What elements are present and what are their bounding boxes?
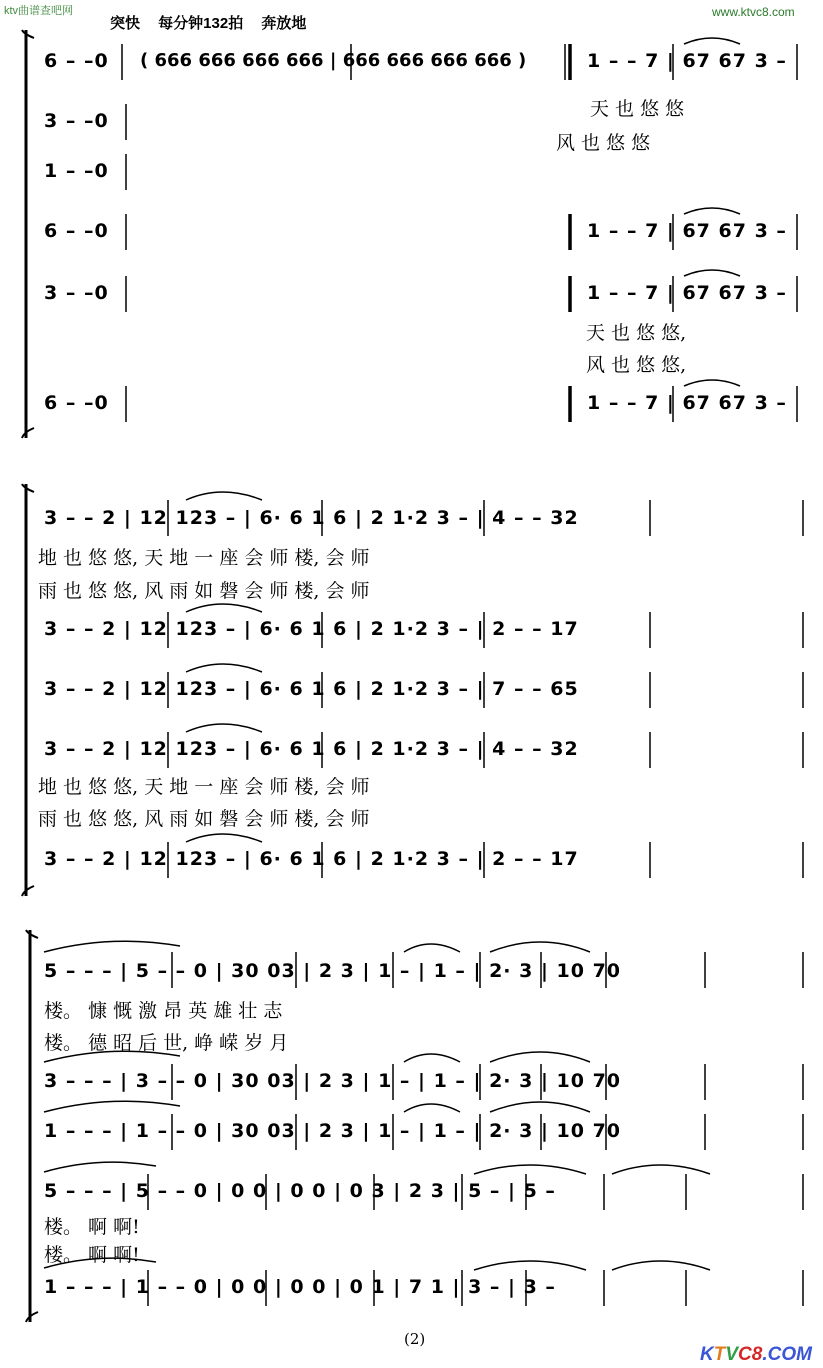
logo-v: V [725, 1344, 739, 1365]
s2-slur [186, 834, 262, 842]
s1-lyrics-a1: 天 也 悠 悠 [590, 98, 685, 120]
s3-row5: 1 – – – | 1 – – 0 | 0 0 | 0 0 | 0 1 | 7 1 | 3 – | 3 – [44, 1276, 556, 1298]
s3-lyrics-1: 楼。 慷 慨 激 昂 英 雄 壮 志 [44, 1000, 283, 1022]
watermark-top-left: ktv曲谱查吧网 [4, 5, 74, 17]
watermark-top-right: www.ktvc8.com [712, 5, 795, 19]
s1-row1-music: 1 – – 7 | 67 67 3 – [587, 50, 787, 72]
s2-lyrics-2: 雨 也 悠 悠, 风 雨 如 磐 会 师 楼, 会 师 [38, 580, 370, 602]
s3-slur [490, 942, 590, 952]
s1-row4-music: 1 – – 7 | 67 67 3 – [587, 220, 787, 242]
s3-slur [474, 1261, 586, 1270]
s3-slur [474, 1165, 586, 1174]
s1-lyrics-b1: 天 也 悠 悠, [586, 322, 687, 344]
s3-row1: 5 – – – | 5 – – 0 | 30 03 | 2 3 | 1 – | 1 – | 2· 3 | 10 70 [44, 960, 622, 982]
tempo-marking: 突快 每分钟132拍 奔放地 [110, 15, 307, 32]
s1-row2-pre: 3 – –0 [44, 110, 109, 132]
s1-row3-pre: 1 – –0 [44, 160, 109, 182]
s1-slur [684, 380, 740, 386]
s2-slur [186, 724, 262, 732]
s1-lyrics-a2: 风 也 悠 悠 [556, 132, 651, 154]
s3-slur [612, 1261, 710, 1270]
s1-slur [684, 270, 740, 276]
page-number: (2) [404, 1330, 426, 1348]
s1-lyrics-b2: 风 也 悠 悠, [586, 354, 687, 376]
s1-row4-pre: 6 – –0 [44, 220, 109, 242]
s3-bracket-bot [26, 1312, 38, 1322]
s3-slur [404, 1104, 460, 1112]
s3-tie [44, 1162, 156, 1172]
s2-row3: 3 – – 2 | 12 123 – | 6· 6 1 6 | 2 1·2 3 – | 7 – – 65 [44, 678, 579, 700]
s2-slur [186, 604, 262, 612]
s1-bracket-bot [22, 428, 34, 438]
s2-slur [186, 492, 262, 500]
logo-c: C8 [738, 1344, 763, 1365]
s2-row2: 3 – – 2 | 12 123 – | 6· 6 1 6 | 2 1·2 3 – | 2 – – 17 [44, 618, 579, 640]
s1-row5-pre: 3 – –0 [44, 282, 109, 304]
s1-intro: ( 666 666 666 666 | 666 666 666 666 ) [140, 50, 527, 71]
s3-slur [490, 1052, 590, 1062]
s3-slur [404, 1054, 460, 1062]
s3-slur [404, 944, 460, 952]
s2-row5: 3 – – 2 | 12 123 – | 6· 6 1 6 | 2 1·2 3 – | 2 – – 17 [44, 848, 579, 870]
s3-tie [44, 941, 180, 952]
s2-row1: 3 – – 2 | 12 123 – | 6· 6 1 6 | 2 1·2 3 – | 4 – – 32 [44, 507, 579, 529]
s1-row5-music: 1 – – 7 | 67 67 3 – [587, 282, 787, 304]
s3-tie [44, 1258, 156, 1268]
s2-lyrics-1: 地 也 悠 悠, 天 地 一 座 会 师 楼, 会 师 [38, 547, 370, 569]
s3-lyrics-3: 楼。 啊 啊! [44, 1216, 140, 1238]
s2-bracket-bot [22, 886, 34, 896]
s3-lyrics-4: 楼。 啊 啊! [44, 1244, 140, 1266]
logo-d: .COM [762, 1344, 812, 1365]
s3-tie [44, 1101, 180, 1112]
s3-row4: 5 – – – | 5 – – 0 | 0 0 | 0 0 | 0 3 | 2 3 | 5 – | 5 – [44, 1180, 556, 1202]
s1-bracket-top [22, 30, 34, 38]
s3-row2: 3 – – – | 3 – – 0 | 30 03 | 2 3 | 1 – | 1 – | 2· 3 | 10 70 [44, 1070, 622, 1092]
s3-lyrics-2: 楼。 德 昭 后 世, 峥 嵘 岁 月 [44, 1032, 289, 1054]
s3-slur [612, 1165, 710, 1174]
s3-slur [490, 1102, 590, 1112]
s1-slur [684, 38, 740, 44]
s1-row1-pre: 6 – –0 [44, 50, 109, 72]
s1-row6-music: 1 – – 7 | 67 67 3 – [587, 392, 787, 414]
s2-lyrics-4: 雨 也 悠 悠, 风 雨 如 磐 会 师 楼, 会 师 [38, 808, 370, 830]
s2-lyrics-3: 地 也 悠 悠, 天 地 一 座 会 师 楼, 会 师 [38, 776, 370, 798]
s1-row6-pre: 6 – –0 [44, 392, 109, 414]
logo-k: K [700, 1344, 714, 1365]
s3-bracket-top [26, 930, 38, 938]
s1-slur [684, 208, 740, 214]
logo-t: T [713, 1344, 726, 1365]
s3-row3: 1 – – – | 1 – – 0 | 30 03 | 2 3 | 1 – | 1 – | 2· 3 | 10 70 [44, 1120, 622, 1142]
s3-tie [44, 1051, 180, 1062]
s2-slur [186, 664, 262, 672]
s2-row4: 3 – – 2 | 12 123 – | 6· 6 1 6 | 2 1·2 3 – | 4 – – 32 [44, 738, 579, 760]
s2-bracket-top [22, 484, 34, 492]
